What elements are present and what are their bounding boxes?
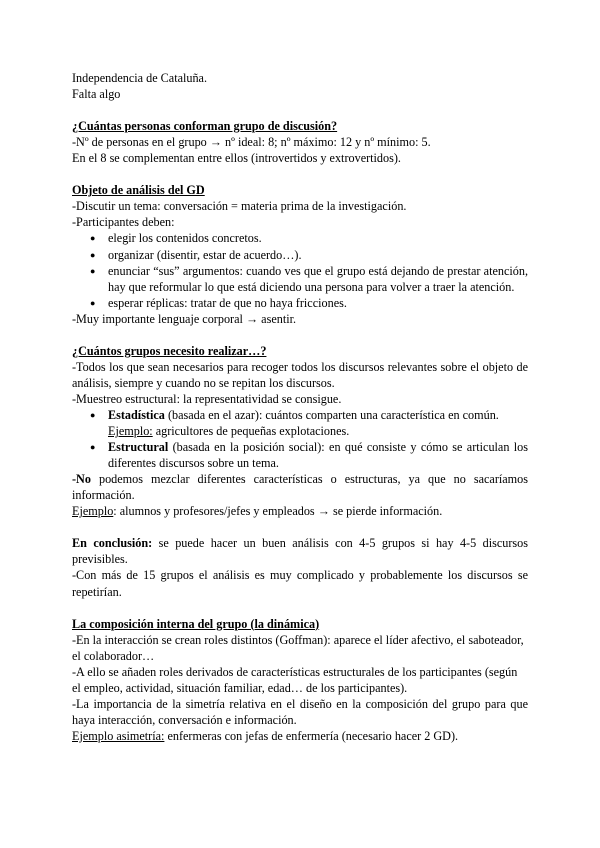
paragraph bbox=[72, 535, 528, 567]
paragraph bbox=[72, 503, 528, 519]
spacer bbox=[72, 166, 528, 182]
paragraph: -Participantes deben: bbox=[72, 215, 175, 230]
paragraph: -A ello se añaden roles derivados de características estructurales de los participantes (según el empleo, actividad, situación familiar, edad… de los participantes). bbox=[72, 664, 518, 695]
paragraph: -Todos los que sean necesarios para recoger todos los discursos relevantes sobre el objeto de análisis, siempre y cuando no se repitan los discursos. bbox=[72, 359, 528, 390]
term-bold: Estructural bbox=[108, 440, 169, 455]
bullet-list-participants bbox=[72, 230, 528, 310]
bold-text: En conclusión: bbox=[72, 536, 153, 551]
example-text: : alumnos y profesores/jefes y empleados → se pierde información. bbox=[113, 504, 443, 519]
paragraph: -Nº de personas en el grupo → nº ideal: 8; nº máximo: 12 y nº mínimo: 5. bbox=[72, 135, 431, 150]
list-item: ● esperar réplicas: tratar de que no haya fricciones. bbox=[108, 295, 528, 311]
spacer bbox=[72, 519, 528, 535]
term-description: (basada en la posición social): en qué consiste y cómo se articulan los diferentes discursos sobre un tema. bbox=[108, 440, 528, 471]
paragraph-text: se puede hacer un buen análisis con 4-5 grupos si hay 4-5 discursos previsibles. bbox=[72, 536, 528, 567]
spacer bbox=[72, 102, 528, 118]
list-item: ● enunciar “sus” argumentos: cuando ves que el grupo está dejando de prestar atención, hay que reformular lo que está diciendo una persona para volver a traer la atención. bbox=[108, 263, 528, 295]
term-description: (basada en el azar): cuántos comparten una característica en común. bbox=[164, 407, 499, 422]
example-label: Ejemplo bbox=[72, 504, 114, 519]
list-item bbox=[108, 407, 528, 439]
paragraph: En el 8 se complementan entre ellos (introvertidos y extrovertidos). bbox=[72, 151, 401, 166]
list-item bbox=[108, 439, 528, 471]
paragraph: -La importancia de la simetría relativa en el diseño en la composición del grupo para que haya interacción, conversación e información. bbox=[72, 696, 528, 727]
bold-text: -No bbox=[72, 472, 91, 487]
paragraph: -Muestreo estructural: la representatividad se consigue. bbox=[72, 391, 342, 406]
section-heading-group-composition: La composición interna del grupo (la dinámica) bbox=[72, 616, 320, 631]
paragraph: -Con más de 15 grupos el análisis es muy complicado y probablemente los discursos se repetirían. bbox=[72, 568, 528, 599]
paragraph: -En la interacción se crean roles distintos (Goffman): aparece el líder afectivo, el saboteador, el colaborador… bbox=[72, 632, 524, 663]
example-text: agricultores de pequeñas explotaciones. bbox=[152, 424, 350, 439]
spacer bbox=[72, 327, 528, 343]
term-bold: Estadística bbox=[108, 407, 165, 422]
example-label: Ejemplo asimetría: bbox=[72, 728, 165, 743]
list-item: ● elegir los contenidos concretos. bbox=[108, 230, 528, 246]
bullet-list-sampling bbox=[72, 407, 528, 471]
paragraph bbox=[72, 728, 528, 744]
section-heading-analysis-object: Objeto de análisis del GD bbox=[72, 183, 205, 198]
list-item: ● organizar (disentir, estar de acuerdo…). bbox=[108, 247, 528, 263]
example-label: Ejemplo: bbox=[108, 424, 153, 439]
section-heading-group-size: ¿Cuántas personas conforman grupo de discusión? bbox=[72, 119, 338, 134]
document-page bbox=[72, 70, 528, 744]
paragraph-text: podemos mezclar diferentes características o estructuras, ya que no sacaríamos información. bbox=[72, 472, 528, 503]
intro-line-1: Independencia de Cataluña. bbox=[72, 71, 208, 85]
paragraph: -Discutir un tema: conversación = materia prima de la investigación. bbox=[72, 199, 407, 214]
spacer bbox=[72, 600, 528, 616]
paragraph bbox=[72, 471, 528, 503]
paragraph: -Muy importante lenguaje corporal → asentir. bbox=[72, 311, 297, 326]
intro-line-2: Falta algo bbox=[72, 87, 121, 102]
example-text: enfermeras con jefas de enfermería (necesario hacer 2 GD). bbox=[164, 728, 459, 743]
section-heading-groups-needed: ¿Cuántos grupos necesito realizar…? bbox=[72, 343, 267, 358]
